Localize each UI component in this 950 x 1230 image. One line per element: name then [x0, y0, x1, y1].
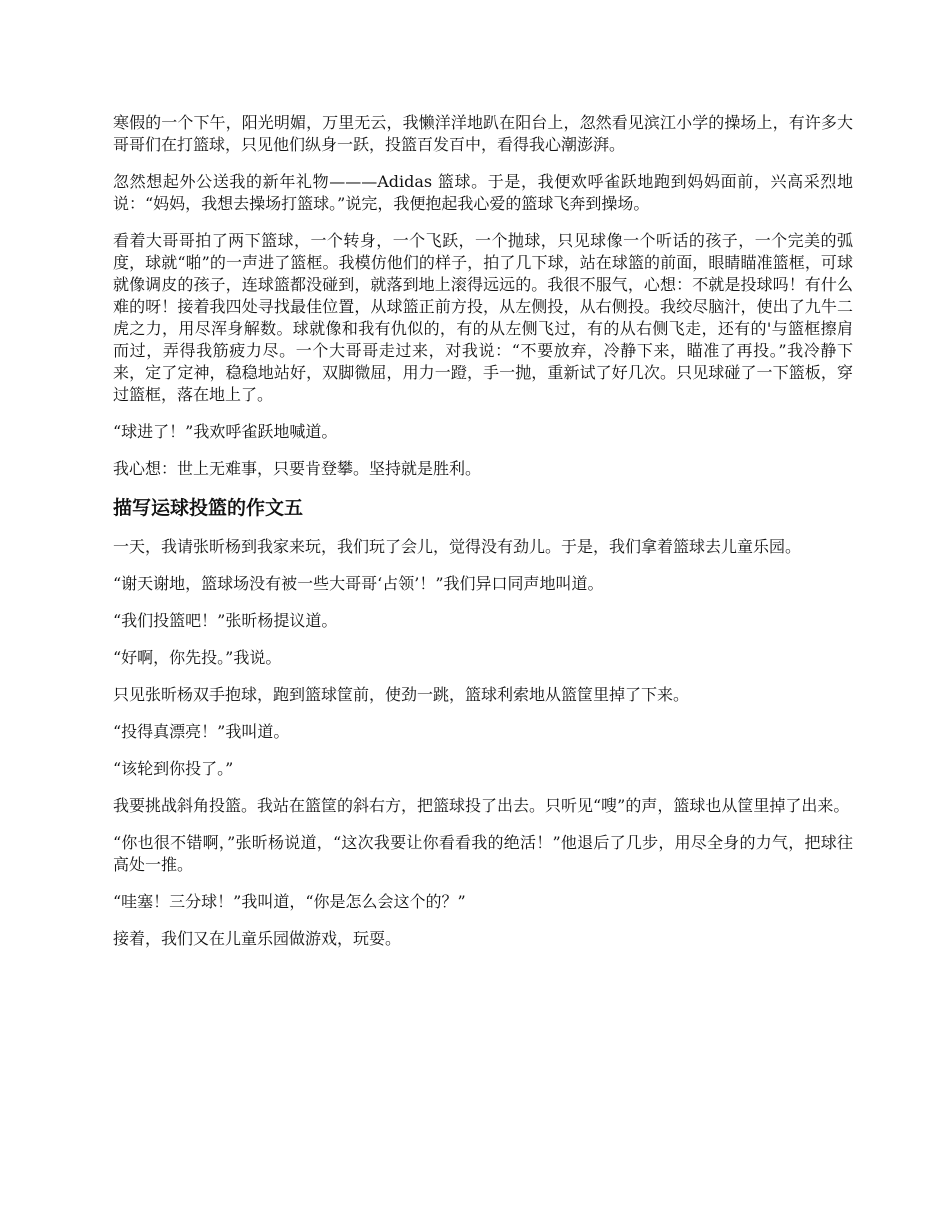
- paragraph: “我们投篮吧！”张昕杨提议道。: [113, 611, 338, 630]
- paragraph: 忽然想起外公送我的新年礼物———Adidas 篮球。于是，我便欢呼雀跃地跑到妈妈面前，兴高采烈地说：“妈妈，我想去操场打篮球。”说完，我便抱起我心爱的篮球飞奔到操场。: [113, 172, 853, 213]
- paragraph: “球进了！”我欢呼雀跃地喊道。: [113, 422, 338, 441]
- paragraph: 寒假的一个下午，阳光明媚，万里无云，我懒洋洋地趴在阳台上，忽然看见滨江小学的操场上，有许多大哥哥们在打篮球，只见他们纵身一跃，投篮百发百中，看得我心潮澎湃。: [113, 113, 853, 154]
- paragraph: 只见张昕杨双手抱球，跑到篮球筐前，使劲一跳，篮球利索地从篮筐里掉了下来。: [113, 685, 690, 704]
- paragraph: 我心想：世上无难事，只要肯登攀。坚持就是胜利。: [113, 459, 482, 478]
- paragraph: “该轮到你投了。”: [113, 759, 234, 778]
- section-heading: 描写运球投篮的作文五: [113, 497, 304, 519]
- document-page: [113, 112, 853, 965]
- paragraph: 我要挑战斜角投篮。我站在篮筐的斜右方，把篮球投了出去。只听见“嗖”的声，篮球也从筐里掉了出来。: [113, 796, 850, 815]
- paragraph: 看着大哥哥拍了两下篮球，一个转身，一个飞跃，一个抛球，只见球像一个听话的孩子，一个完美的弧度，球就“啪”的一声进了篮框。我模仿他们的样子，拍了几下球，站在球篮的前面，眼睛瞄准篮框，可球就像调皮的孩子，连球篮都没碰到，就落到地上滚得远远的。我很不服气，心想：不就是投球吗！有什么难的呀！接着我四处寻找最佳位置，从球篮正前方投，从左侧投，从右侧投。我绞尽脑汁，使出了九牛二虎之力，用尽浑身解数。球就像和我有仇似的，有的从左侧飞过，有的从右侧飞走，还有的'与篮框擦肩而过，弄得我筋疲力尽。一个大哥哥走过来，对我说：“不要放弃，冷静下来，瞄准了再投。”我冷静下来，定了定神，稳稳地站好，双脚微屈，用力一蹬，手一抛，重新试了好几次。只见球碰了一下篮板，穿过篮框，落在地上了。: [113, 231, 853, 404]
- paragraph: “你也很不错啊，”张昕杨说道，“这次我要让你看看我的绝活！”他退后了几步，用尽全身的力气，把球往高处一推。: [113, 833, 853, 874]
- paragraph: “好啊，你先投。”我说。: [113, 648, 282, 667]
- paragraph: “谢天谢地，篮球场没有被一些大哥哥‘占领’！”我们异口同声地叫道。: [113, 574, 604, 593]
- paragraph: “哇塞！三分球！”我叫道，“你是怎么会这个的？”: [113, 892, 466, 911]
- paragraph: “投得真漂亮！”我叫道。: [113, 722, 290, 741]
- paragraph: 一天，我请张昕杨到我家来玩，我们玩了会儿，觉得没有劲儿。于是，我们拿着篮球去儿童乐园。: [113, 537, 802, 556]
- paragraph: 接着，我们又在儿童乐园做游戏，玩耍。: [113, 929, 402, 948]
